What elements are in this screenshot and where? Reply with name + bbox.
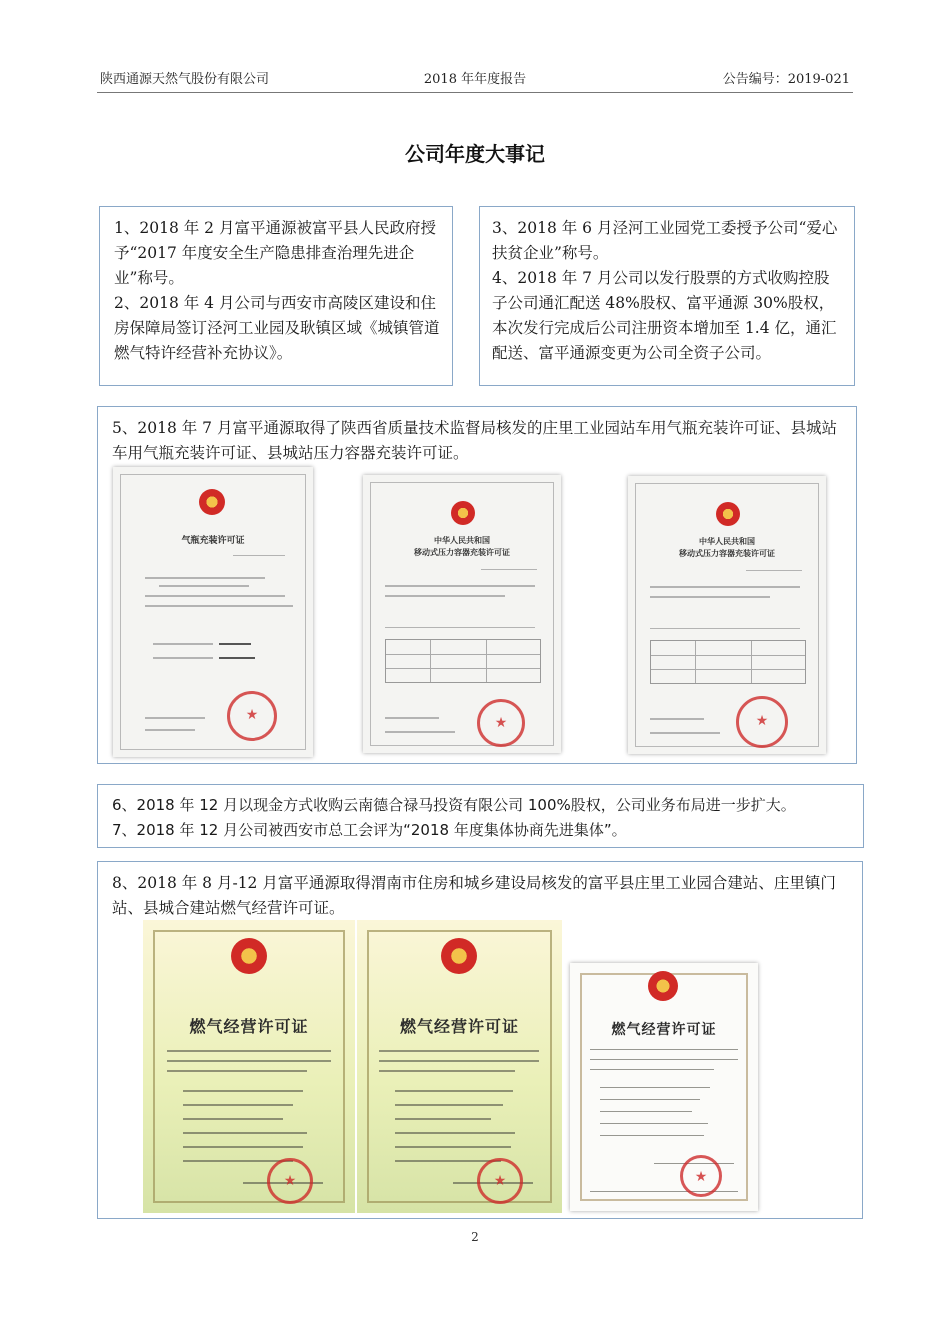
gas-license-3-title: 燃气经营许可证	[611, 1022, 717, 1038]
page-title: 公司年度大事记	[405, 142, 545, 166]
header-divider	[97, 92, 853, 93]
cert-3-title-line1: 中华人民共和国	[699, 537, 755, 546]
gas-license-image-1	[143, 920, 355, 1213]
event-3: 3、2018 年 6 月泾河工业园党工委授予公司“爱心扶贫企业”称号。	[492, 219, 838, 262]
national-emblem-icon	[231, 938, 267, 974]
event-5: 5、2018 年 7 月富平通源取得了陕西省质量技术监督局核发的庄里工业园站车用气瓶充装许可证、县城站车用气瓶充装许可证、县城站压力容器充装许可证。	[112, 419, 837, 462]
gas-license-1-title: 燃气经营许可证	[189, 1017, 309, 1036]
event-4: 4、2018 年 7 月公司以发行股票的方式收购控股子公司通汇配送 48%股权、富平通源 30%股权，本次发行完成后公司注册资本增加至 1.4 亿，通汇配送、富平通源变更为公司全资子公司。	[492, 269, 837, 362]
gas-license-image-3	[570, 963, 758, 1211]
national-emblem-icon	[199, 489, 225, 515]
national-emblem-icon	[441, 938, 477, 974]
national-emblem-icon	[716, 502, 740, 526]
event-8: 8、2018 年 8 月-12 月富平通源取得渭南市住房和城乡建设局核发的富平县庄里工业园合建站、庄里镇门站、县城合建站燃气经营许可证。	[112, 874, 836, 917]
event-box-2	[479, 206, 855, 386]
national-emblem-icon	[648, 971, 678, 1001]
event-box-4	[97, 784, 864, 848]
cert-3-title-line2: 移动式压力容器充装许可证	[679, 549, 775, 558]
cert-1-title: 气瓶充装许可证	[181, 536, 245, 546]
header-notice-number: 公告编号：2019-021	[722, 72, 850, 87]
page-number: 2	[471, 1230, 479, 1244]
pressure-vessel-permit-image-2	[628, 476, 826, 754]
header-report-title: 2018 年年度报告	[423, 72, 527, 87]
cylinder-filling-permit-image	[113, 467, 313, 757]
event-1: 1、2018 年 2 月富平通源被富平县人民政府授予“2017 年度安全生产隐患排查治理先进企业”称号。	[114, 219, 436, 287]
event-6: 6、2018 年 12 月以现金方式收购云南德合禄马投资有限公司 100%股权，公司业务布局进一步扩大。	[112, 796, 796, 814]
event-2: 2、2018 年 4 月公司与西安市高陵区建设和住房保障局签订泾河工业园及耿镇区域《城镇管道燃气特许经营补充协议》。	[114, 294, 440, 362]
header-company: 陕西通源天然气股份有限公司	[100, 72, 270, 87]
national-emblem-icon	[451, 501, 475, 525]
pressure-vessel-permit-image-1	[363, 475, 561, 753]
cert-2-title-line2: 移动式压力容器充装许可证	[414, 548, 510, 557]
event-box-1	[99, 206, 453, 386]
cert-2-title-line1: 中华人民共和国	[434, 536, 490, 545]
gas-license-image-2	[357, 920, 562, 1213]
event-7: 7、2018 年 12 月公司被西安市总工会评为“2018 年度集体协商先进集体”。	[112, 821, 627, 839]
gas-license-2-title: 燃气经营许可证	[399, 1017, 519, 1036]
